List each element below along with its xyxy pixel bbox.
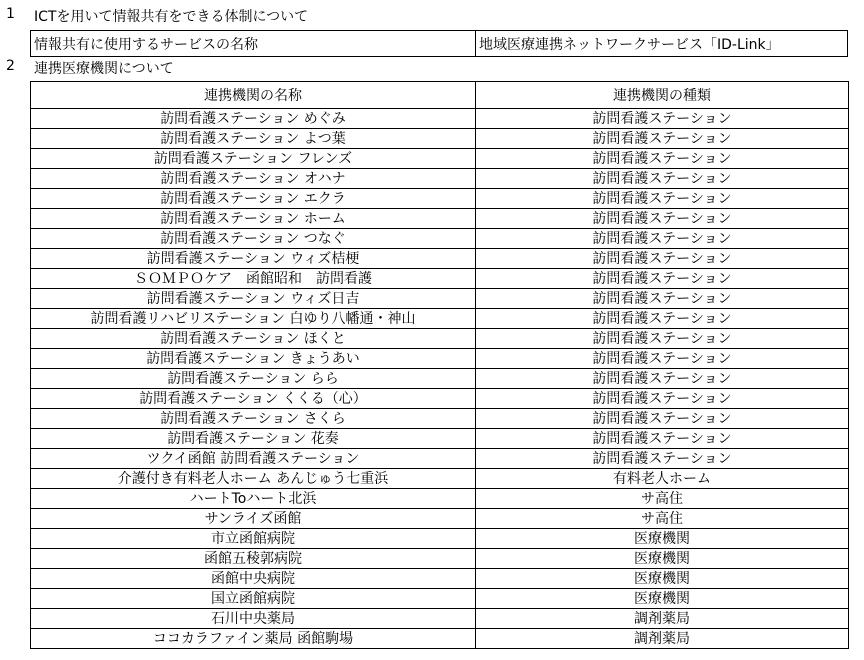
table-row [31,249,849,269]
institution-type: 医療機関 [476,569,849,589]
institution-type: 調剤薬局 [476,609,849,629]
institution-type: 訪問看護ステーション [476,389,849,409]
table-row [31,469,849,489]
institution-name: 訪問看護ステーション きょうあい [31,349,476,369]
institution-type: 訪問看護ステーション [476,269,849,289]
institution-name: 訪問看護ステーション つなぐ [31,229,476,249]
institution-name: 訪問看護ステーション エクラ [31,189,476,209]
table-row [31,149,849,169]
institution-name: 訪問看護ステーション めぐみ [31,109,476,129]
header-institution-name: 連携機関の名称 [31,82,476,109]
institution-name: 国立函館病院 [31,589,476,609]
section-2-title: 連携医療機関について [34,61,174,77]
institution-name: 訪問看護ステーション フレンズ [31,149,476,169]
institution-name: 訪問看護ステーション ウィズ日吉 [31,289,476,309]
service-name-value: 地域医療連携ネットワークサービス「ID-Link」 [476,31,848,57]
service-name-label: 情報共有に使用するサービスの名称 [31,31,476,57]
institution-name: 訪問看護ステーション ホーム [31,209,476,229]
institution-type: 訪問看護ステーション [476,349,849,369]
institution-type: サ高住 [476,509,849,529]
institution-type: 訪問看護ステーション [476,329,849,349]
institution-type: サ高住 [476,489,849,509]
section-1-title: ICTを用いて情報共有をできる体制について [34,9,309,25]
table-row [31,449,849,469]
institution-name: 市立函館病院 [31,529,476,549]
table-row [31,189,849,209]
institution-type: 医療機関 [476,549,849,569]
institution-name: 訪問看護ステーション くくる（心） [31,389,476,409]
institution-name: 石川中央薬局 [31,609,476,629]
institution-type: 訪問看護ステーション [476,309,849,329]
table-row [31,369,849,389]
institution-type: 調剤薬局 [476,629,849,649]
table-row [31,429,849,449]
table-row [31,169,849,189]
table-row [31,489,849,509]
institution-type: 医療機関 [476,589,849,609]
institution-name: 訪問看護ステーション 花奏 [31,429,476,449]
institution-type: 訪問看護ステーション [476,449,849,469]
table-row [31,569,849,589]
table-header-row [31,82,849,109]
institution-type: 有料老人ホーム [476,469,849,489]
table-row [31,289,849,309]
table-row [31,549,849,569]
table-row [31,589,849,609]
institution-type: 訪問看護ステーション [476,169,849,189]
institution-type: 訪問看護ステーション [476,409,849,429]
institution-type: 訪問看護ステーション [476,109,849,129]
institution-type: 訪問看護ステーション [476,429,849,449]
institution-type: 訪問看護ステーション [476,249,849,269]
institution-name: ＳＯＭＰＯケア 函館昭和 訪問看護 [31,269,476,289]
institution-name: 函館五稜郭病院 [31,549,476,569]
section-2-number: 2 [6,58,15,74]
institution-name: 訪問看護ステーション らら [31,369,476,389]
institution-name: 介護付き有料老人ホーム あんじゅう七重浜 [31,469,476,489]
section-1-number: 1 [6,6,15,22]
header-institution-type: 連携機関の種類 [476,82,849,109]
institution-name: 訪問看護ステーション よつ葉 [31,129,476,149]
partner-institutions-body [31,109,849,649]
table-row [31,209,849,229]
institution-name: 訪問看護リハビリステーション 白ゆり八幡通・神山 [31,309,476,329]
table-row [31,109,849,129]
table-row [31,509,849,529]
table-row [31,329,849,349]
institution-type: 訪問看護ステーション [476,189,849,209]
institution-type: 訪問看護ステーション [476,129,849,149]
institution-name: 訪問看護ステーション ほくと [31,329,476,349]
table-row [31,129,849,149]
institution-name: 函館中央病院 [31,569,476,589]
institution-name: ココカラファイン薬局 函館駒場 [31,629,476,649]
table-row [31,609,849,629]
institution-type: 訪問看護ステーション [476,149,849,169]
info-sharing-table [30,30,848,57]
partner-institutions-table [30,81,849,649]
institution-name: 訪問看護ステーション オハナ [31,169,476,189]
institution-type: 医療機関 [476,529,849,549]
institution-type: 訪問看護ステーション [476,369,849,389]
institution-name: 訪問看護ステーション ウィズ桔梗 [31,249,476,269]
table-row [31,349,849,369]
institution-type: 訪問看護ステーション [476,209,849,229]
table-row [31,229,849,249]
institution-name: 訪問看護ステーション さくら [31,409,476,429]
table-row [31,629,849,649]
institution-name: サンライズ函館 [31,509,476,529]
institution-name: ハートToハート北浜 [31,489,476,509]
table-row [31,309,849,329]
table-row [31,529,849,549]
info-sharing-row [31,31,848,57]
table-row [31,269,849,289]
institution-type: 訪問看護ステーション [476,229,849,249]
table-row [31,409,849,429]
institution-type: 訪問看護ステーション [476,289,849,309]
table-row [31,389,849,409]
institution-name: ツクイ函館 訪問看護ステーション [31,449,476,469]
